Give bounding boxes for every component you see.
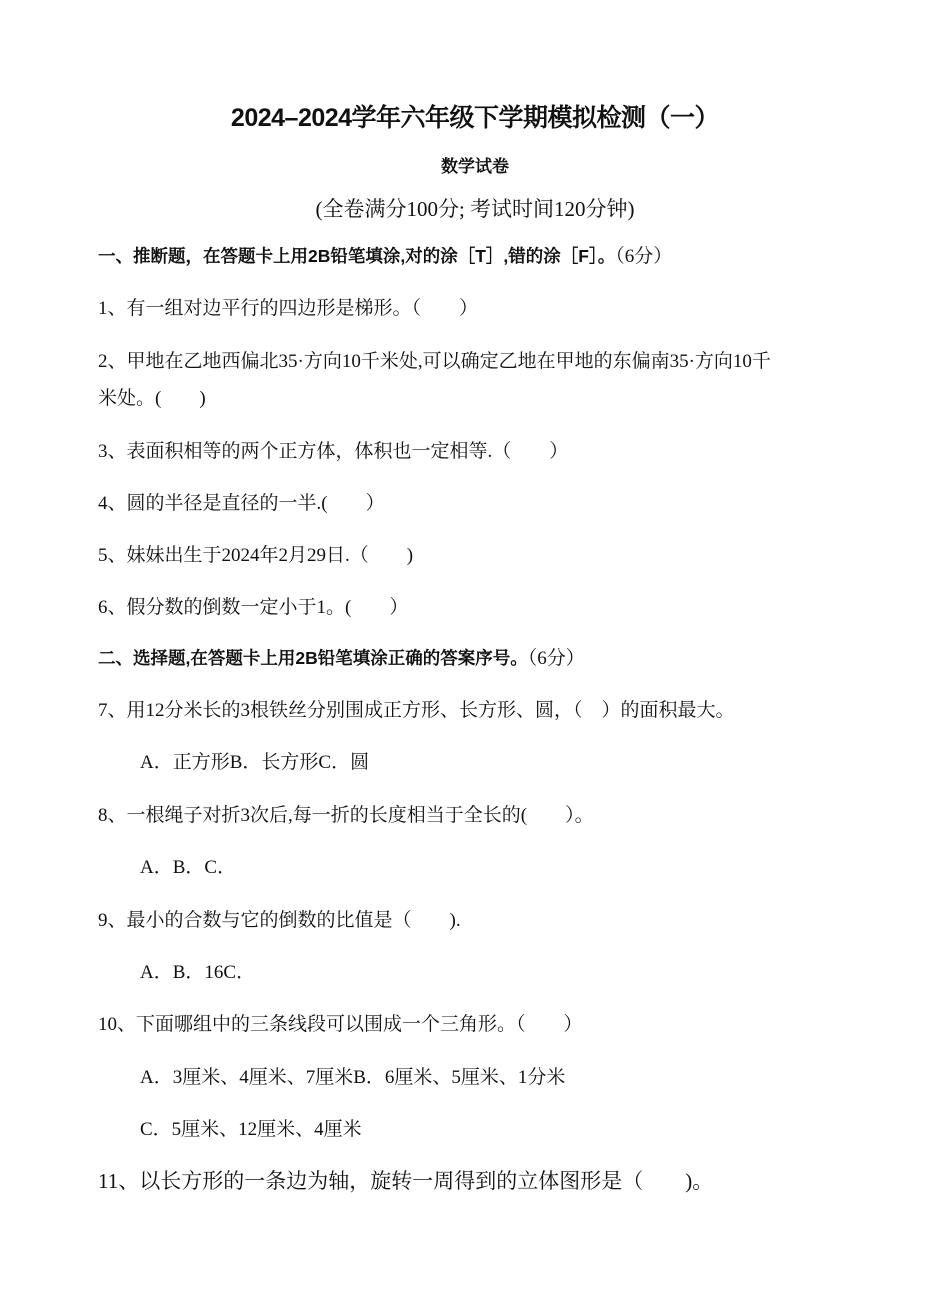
question-10-options-a: A．3厘米、4厘米、7厘米B．6厘米、5厘米、1分米 (140, 1067, 566, 1088)
question-10: 10、下面哪组中的三条线段可以围成一个三角形。（ ） (98, 1014, 583, 1035)
question-8-options: A．B．C． (140, 857, 237, 878)
question-7: 7、用12分米长的3根铁丝分别围成正方形、长方形、圆，（ ）的面积最大。 (98, 700, 735, 721)
section-heading-text: 二、选择题,在答题卡上用2B铅笔填涂正确的答案序号。 (98, 648, 528, 668)
section-heading-judgement (98, 241, 672, 268)
question-5: 5、妹妹出生于2024年2月29日.（ ) (98, 545, 414, 566)
question-4: 4、圆的半径是直径的一半.( ） (98, 493, 385, 514)
question-8: 8、一根绳子对折3次后,每一折的长度相当于全长的( ）。 (98, 805, 594, 826)
question-1: 1、有一组对边平行的四边形是梯形。（ ） (98, 298, 479, 319)
section-heading-choice (98, 643, 585, 670)
question-9-options: A．B．16C． (140, 962, 256, 983)
page-title: 2024–2024学年六年级下学期模拟检测（一） (230, 104, 720, 132)
section-heading-text: 一、推断题，在答题卡上用2B铅笔填涂,对的涂［T］,错的涂［F］。 (98, 246, 616, 266)
question-3: 3、表面积相等的两个正方体，体积也一定相等.（ ） (98, 441, 569, 462)
exam-note: (全卷满分100分; 考试时间120分钟) (315, 197, 635, 221)
section-points: （6分） (527, 648, 585, 669)
question-7-options: A．正方形B．长方形C．圆 (140, 752, 370, 773)
section-points: （6分） (615, 246, 673, 267)
question-2-line-2: 米处。( ) (98, 388, 206, 409)
question-10-options-c: C．5厘米、12厘米、4厘米 (140, 1119, 362, 1140)
question-6: 6、假分数的倒数一定小于1。( ） (98, 597, 409, 618)
question-9: 9、最小的合数与它的倒数的比值是（ ). (98, 910, 461, 931)
page-subtitle: 数学试卷 (441, 157, 509, 176)
question-2-line-1: 2、甲地在乙地西偏北35·方向10千米处,可以确定乙地在甲地的东偏南35·方向10千 (98, 351, 771, 372)
question-11: 11、以长方形的一条边为轴，旋转一周得到的立体图形是（ )。 (98, 1169, 714, 1193)
